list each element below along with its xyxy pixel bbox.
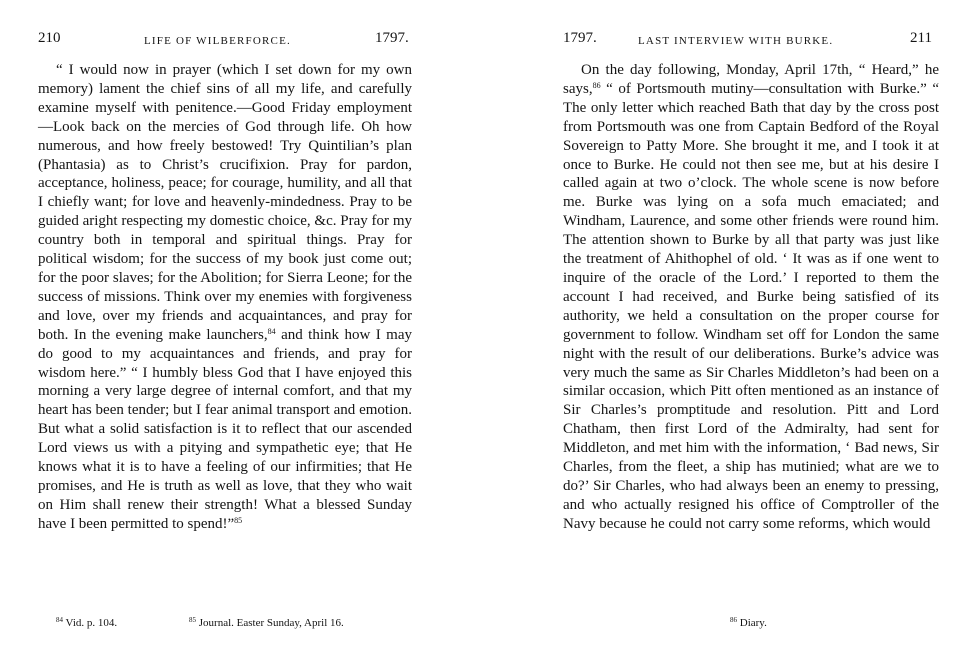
left-running-header [0,30,470,50]
right-body-text [563,61,939,534]
footnote-ref-84[interactable]: 84 [267,326,276,336]
left-body-part-2: and think how I may do good to my acquaintances and friends, and pray for wisdom here.” “ I humbly bless God that I have enjoyed this morning a very large degree of internal comfort, and that my heart has been tender; but I fear animal transport and emotion. But what a solid satisfaction is it to reflect that our ascended Lord views us with a pitying and sympathetic eye; that He knows what it is to have a feeling of our infirmities; that He promises, and He is truth as well as love, that they who wait on Him shall renew their strength! What a blessed Sunday have I been permitted to spend!” [38,326,412,532]
footnote-ref-86[interactable]: 86 [592,80,601,90]
footnote-mark-86: 86 [730,616,737,624]
right-running-title: LAST INTERVIEW WITH BURKE. [638,35,834,47]
left-body-part-1: “ I would now in prayer (which I set down for my own memory) lament the chief sins of all my life, and carefully examine myself with penitence.—Good Friday employment—Look back on the mercies of God through life. Oh how numerous, and how freely bestowed! Try Quintilian’s plan (Phantasia) as to Christ’s crucifixion. Pray for pardon, acceptance, holiness, peace; for courage, humility, and all that I chiefly want; for love and heavenly-mindedness. Pray to be guided aright respecting my domestic choice, &c. Pray for my country both in temporal and spiritual things. Pray for political wisdom; for the success of my book just come out; for the poor slaves; for the Abolition; for Sierra Leone; for the success of missions. Think over my enemies with forgiveness and love, over my friends and acquaintances, and pray for both. In the evening make launchers, [38,62,412,343]
left-footnote-85 [189,617,344,629]
left-running-title: LIFE OF WILBERFORCE. [144,35,291,47]
footnote-mark-85: 85 [189,616,196,624]
right-body-part-1: On the day following, Monday, April 17th, “ Heard,” he says, [563,62,939,97]
footnote-text-85: Journal. Easter Sunday, April 16. [196,617,344,629]
right-page-number: 211 [910,30,932,46]
left-header-year: 1797. [375,30,409,46]
left-body-text [38,61,412,534]
right-running-header [490,30,980,50]
left-footnote-84 [56,617,117,629]
footnote-ref-85[interactable]: 85 [234,515,243,525]
left-page [0,0,470,649]
right-footnote-86 [730,617,767,629]
right-header-year: 1797. [563,30,597,46]
footnote-text-86: Diary. [737,617,767,629]
footnote-text-84: Vid. p. 104. [63,617,118,629]
left-page-number: 210 [38,30,61,46]
right-page [490,0,980,649]
right-body-part-2: “ of Portsmouth mutiny—consultation with Burke.” “ The only letter which reached Bath that day by the cross post from Portsmouth was one from Captain Bedford of the Royal Sovereign to Patty More. She brought it me, and I took it at once to Burke. He could not then see me, but at his desire I called again at two o’clock. The whole scene is now before me. Burke was lying on a sofa much emaciated; and Windham, Laurence, and some other friends were round him. The attention shown to Burke by all that party was just like the treatment of Ahithophel of old. ‘ It was as if one went to inquire of the oracle of the Lord.’ I reported to them the account I had received, and Burke being satisfied of its authority, we held a consultation on the proper course for government to follow. Windham set off for London the same night with the result of our deliberations. Burke’s advice was very much the same as Sir Charles Middleton’s had been on a similar occasion, which Pitt often mentioned as an instance of Sir Charles’s promptitude and resolution. Pitt and Lord Chatham, then first Lord of the Admiralty, had sent for Middleton, and met him with the information, ‘ Bad news, Sir Charles, from the fleet, a ship has mutinied; what are we to do?’ Sir Charles, who had always been an enemy to pressing, and who actually resigned his office of Comptroller of the Navy because he could not carry some reforms, which would [563,80,939,532]
footnote-mark-84: 84 [56,616,63,624]
